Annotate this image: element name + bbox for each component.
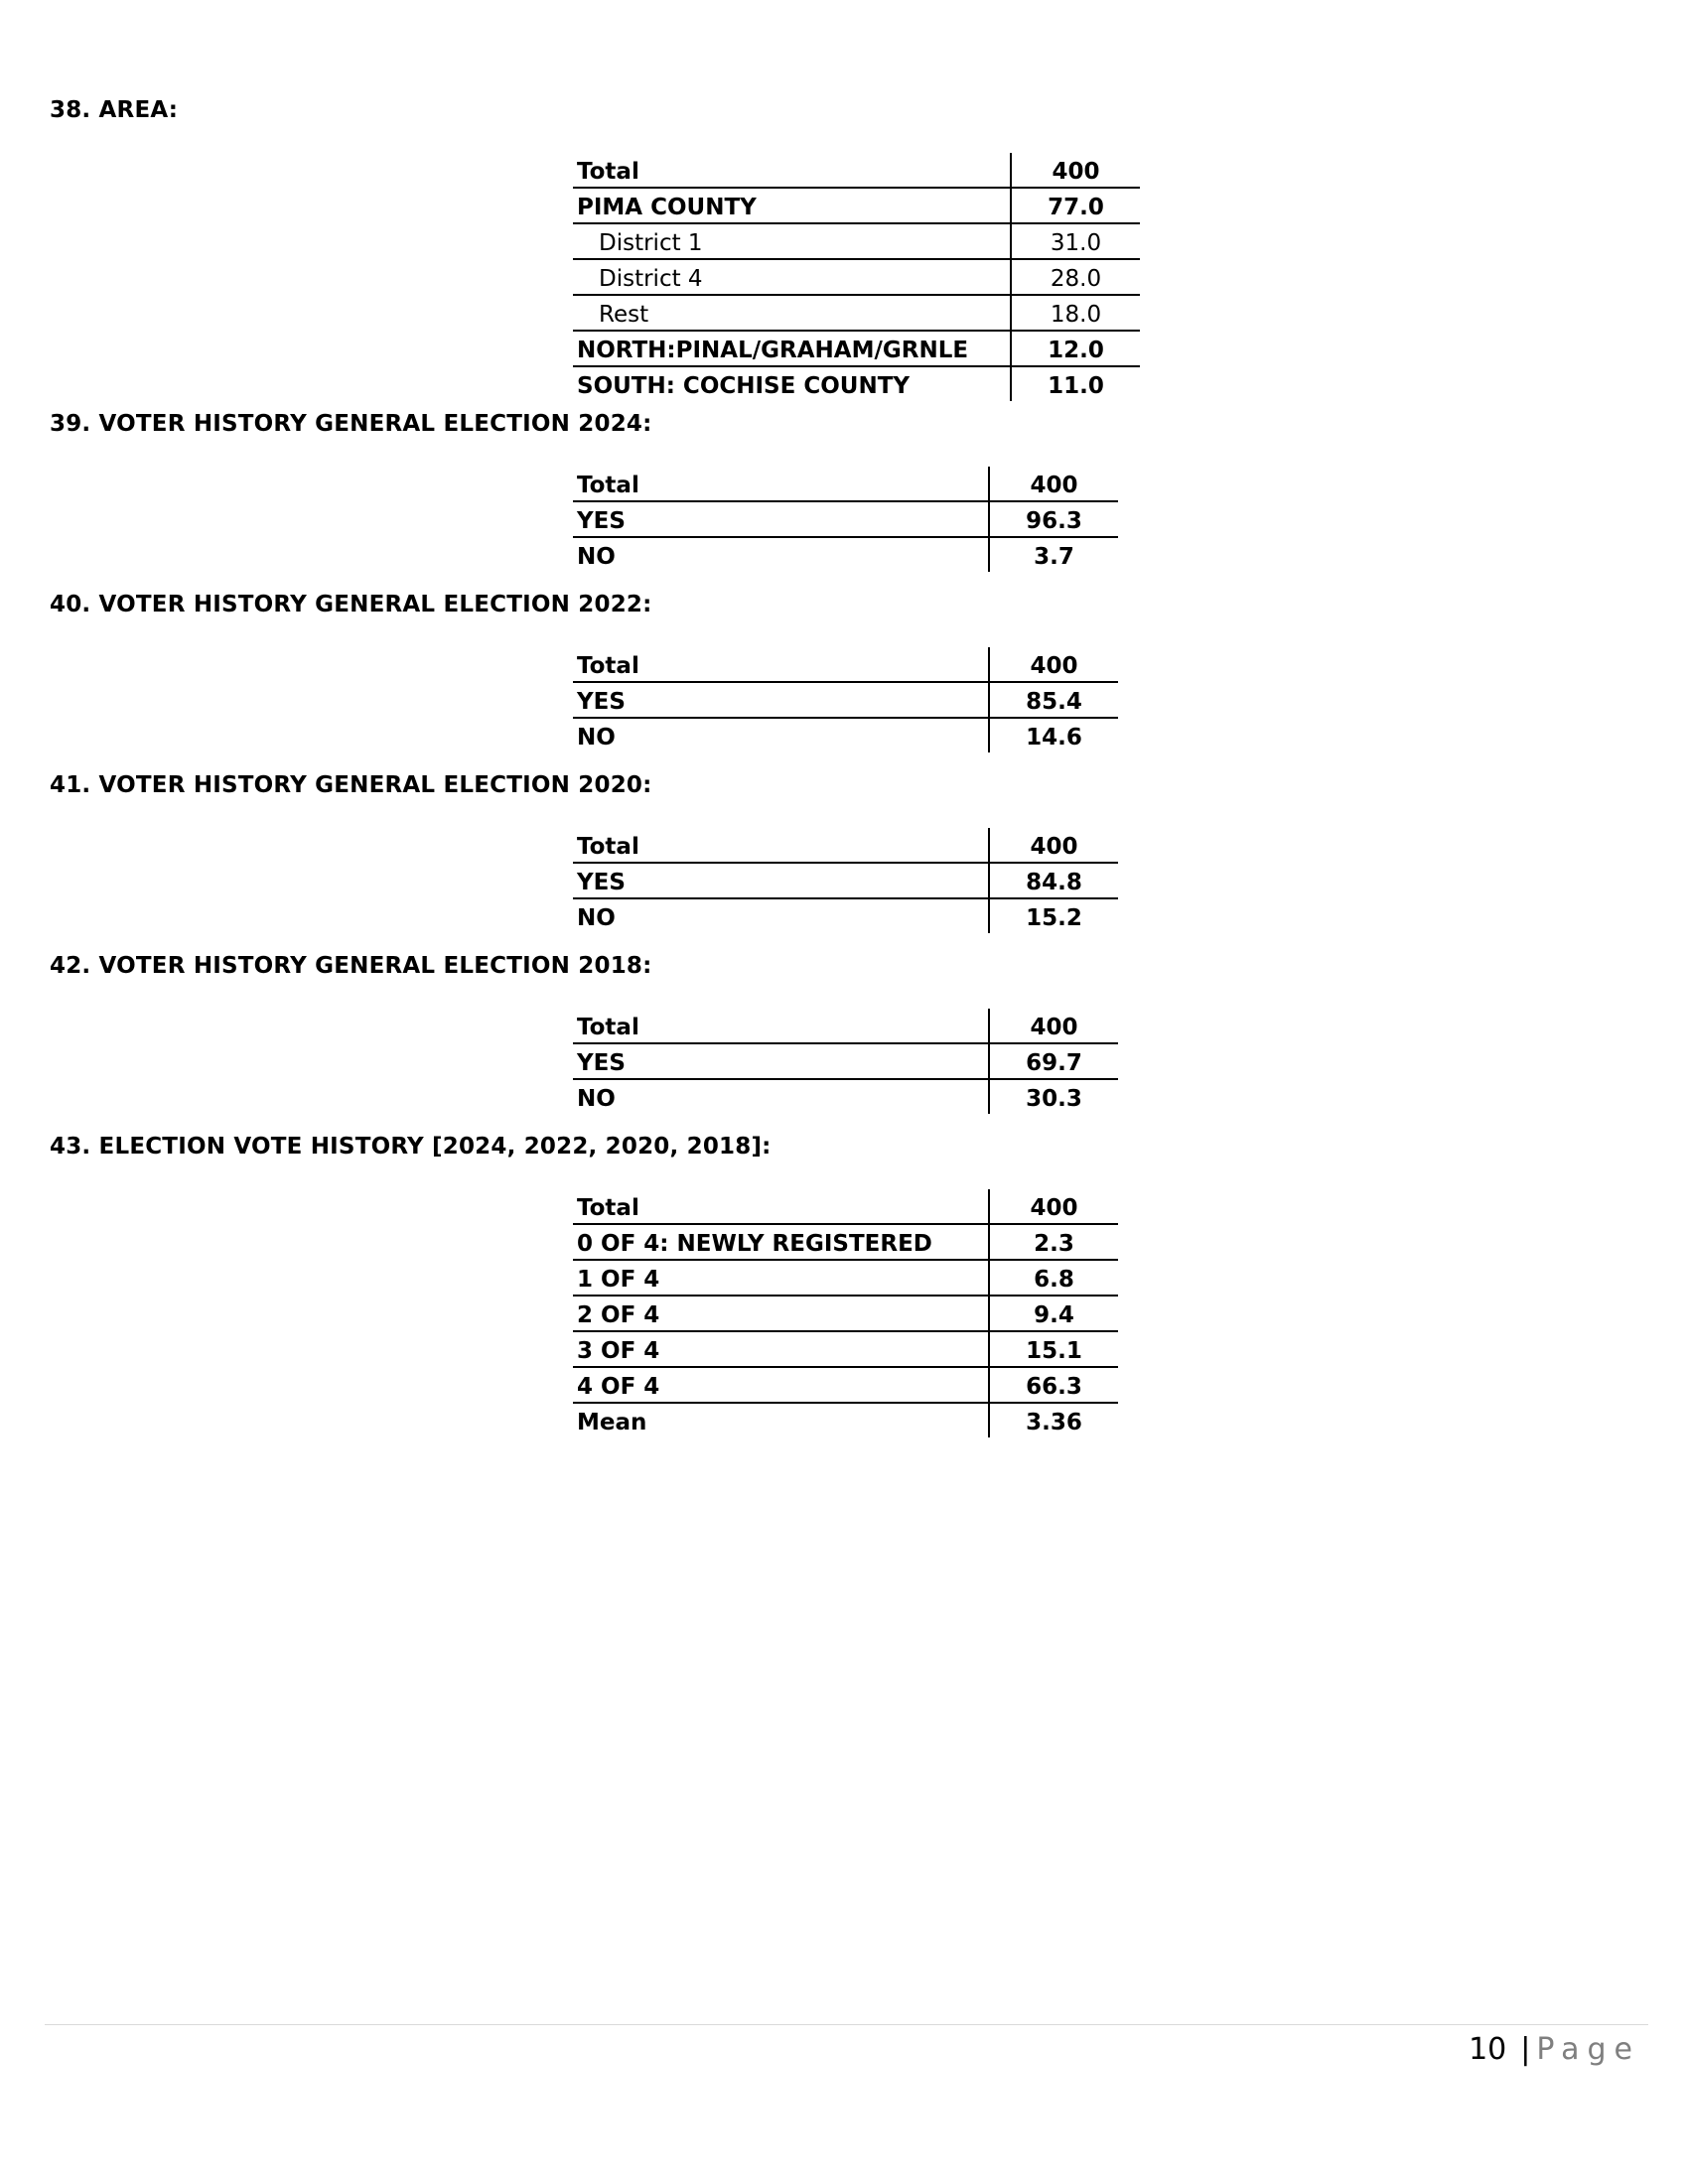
footer-separator: | xyxy=(1520,2032,1531,2067)
crosstab-vh-2020 xyxy=(573,828,1118,933)
question-title-41: 41. VOTER HISTORY GENERAL ELECTION 2020: xyxy=(50,772,652,798)
row-value: 400 xyxy=(989,467,1118,501)
row-label: Mean xyxy=(573,1403,989,1437)
row-value: 69.7 xyxy=(989,1043,1118,1079)
row-label: Total xyxy=(577,1195,639,1221)
row-label: NO xyxy=(573,718,989,752)
row-label: SOUTH: COCHISE COUNTY xyxy=(573,366,1011,401)
question-title-42: 42. VOTER HISTORY GENERAL ELECTION 2018: xyxy=(50,953,652,979)
crosstab-area xyxy=(573,153,1140,401)
row-value: 400 xyxy=(989,1189,1118,1224)
row-label: 2 OF 4 xyxy=(573,1296,989,1331)
row-label: YES xyxy=(573,863,989,898)
question-title-40: 40. VOTER HISTORY GENERAL ELECTION 2022: xyxy=(50,592,652,617)
row-value: 85.4 xyxy=(989,682,1118,718)
row-value: 6.8 xyxy=(989,1260,1118,1296)
row-label: District 4 xyxy=(573,259,1011,295)
row-value: 12.0 xyxy=(1011,331,1140,366)
row-value: 77.0 xyxy=(1011,188,1140,223)
page-footer xyxy=(1469,2032,1640,2067)
page-word: Page xyxy=(1536,2032,1640,2067)
row-value: 3.7 xyxy=(989,537,1118,572)
row-label: 0 OF 4: NEWLY REGISTERED xyxy=(573,1224,989,1260)
question-title-39: 39. VOTER HISTORY GENERAL ELECTION 2024: xyxy=(50,411,652,437)
row-label: Total xyxy=(577,159,639,185)
row-label: 4 OF 4 xyxy=(573,1367,989,1403)
crosstab-vote-history xyxy=(573,1189,1118,1437)
row-value: 3.36 xyxy=(989,1403,1118,1437)
row-label: Total xyxy=(577,1015,639,1040)
row-label: YES xyxy=(573,501,989,537)
row-value: 2.3 xyxy=(989,1224,1118,1260)
row-label: NO xyxy=(573,1079,989,1114)
row-value: 400 xyxy=(1011,153,1140,188)
row-label: YES xyxy=(573,1043,989,1079)
row-value: 84.8 xyxy=(989,863,1118,898)
row-value: 11.0 xyxy=(1011,366,1140,401)
row-value: 15.2 xyxy=(989,898,1118,933)
row-value: 28.0 xyxy=(1011,259,1140,295)
question-title-38: 38. AREA: xyxy=(50,97,179,123)
row-value: 14.6 xyxy=(989,718,1118,752)
row-label: District 1 xyxy=(573,223,1011,259)
row-label: Rest xyxy=(573,295,1011,331)
crosstab-vh-2018 xyxy=(573,1009,1118,1114)
row-label: Total xyxy=(577,653,639,679)
row-value: 9.4 xyxy=(989,1296,1118,1331)
crosstab-vh-2022 xyxy=(573,647,1118,752)
row-label: NO xyxy=(573,537,989,572)
crosstab-vh-2024 xyxy=(573,467,1118,572)
row-label: YES xyxy=(573,682,989,718)
row-label: 1 OF 4 xyxy=(573,1260,989,1296)
row-value: 400 xyxy=(989,828,1118,863)
row-value: 66.3 xyxy=(989,1367,1118,1403)
row-label: NORTH:PINAL/GRAHAM/GRNLE xyxy=(573,331,1011,366)
row-value: 30.3 xyxy=(989,1079,1118,1114)
row-label: 3 OF 4 xyxy=(573,1331,989,1367)
row-value: 15.1 xyxy=(989,1331,1118,1367)
page-number: 10 xyxy=(1469,2032,1507,2067)
row-value: 400 xyxy=(989,1009,1118,1043)
row-label: PIMA COUNTY xyxy=(573,188,1011,223)
row-label: NO xyxy=(573,898,989,933)
row-value: 400 xyxy=(989,647,1118,682)
row-value: 18.0 xyxy=(1011,295,1140,331)
footer-divider xyxy=(45,2024,1648,2025)
row-label: Total xyxy=(577,473,639,498)
row-label: Total xyxy=(577,834,639,860)
question-title-43: 43. ELECTION VOTE HISTORY [2024, 2022, 2020, 2018]: xyxy=(50,1134,772,1160)
row-value: 31.0 xyxy=(1011,223,1140,259)
row-value: 96.3 xyxy=(989,501,1118,537)
